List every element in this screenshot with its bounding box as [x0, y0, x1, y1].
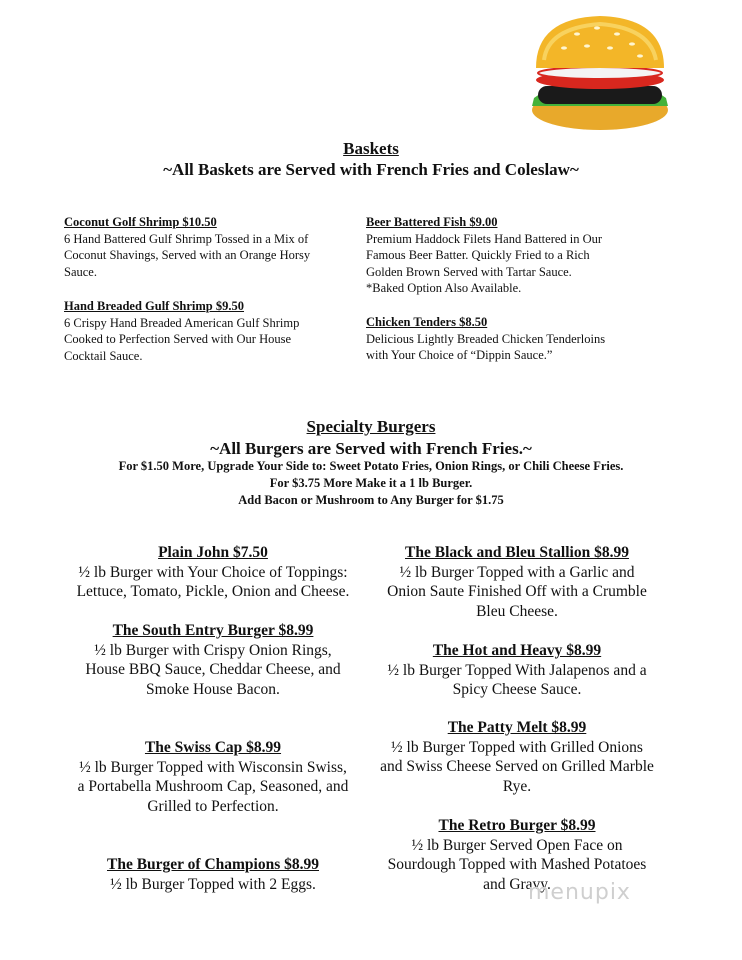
burgers-note: Add Bacon or Mushroom to Any Burger for $1.75: [238, 493, 504, 507]
item-title: Coconut Golf Shrimp $10.50: [64, 215, 217, 229]
item-desc-line: Rye.: [502, 777, 532, 795]
basket-item-hand-breaded-shrimp: [64, 298, 364, 364]
item-desc-line: Lettuce, Tomato, Pickle, Onion and Cheese.: [76, 583, 350, 600]
item-title: The South Entry Burger $8.99: [112, 622, 314, 639]
item-desc-line: ½ lb Burger Topped with Grilled Onions: [391, 738, 643, 756]
item-desc-line: ½ lb Burger Topped with 2 Eggs.: [110, 875, 316, 893]
item-desc-line: ½ lb Burger Topped with a Garlic and: [399, 563, 635, 581]
item-desc-line: Premium Haddock Filets Hand Battered in Our: [366, 231, 603, 246]
burgers-note: For $1.50 More, Upgrade Your Side to: Sweet Potato Fries, Onion Rings, or Chili Cheese Fries.: [118, 459, 624, 473]
item-desc-line: ½ lb Burger Topped with Wisconsin Swiss,: [79, 758, 347, 776]
burger-item-champions: [48, 855, 378, 894]
item-title: The Black and Bleu Stallion $8.99: [405, 544, 629, 561]
item-title: The Retro Burger $8.99: [438, 817, 596, 834]
item-title: Chicken Tenders $8.50: [366, 315, 488, 329]
item-desc-line: Coconut Shavings, Served with an Orange Horsy: [64, 248, 311, 262]
baskets-subtitle: ~All Baskets are Served with French Fries and Coleslaw~: [163, 160, 579, 179]
item-desc-line: a Portabella Mushroom Cap, Seasoned, and: [77, 778, 349, 795]
item-desc-line: Golden Brown Served with Tartar Sauce.: [366, 264, 572, 279]
watermark: menupix: [528, 880, 631, 905]
item-desc-line: Smoke House Bacon.: [146, 680, 280, 698]
burger-item-retro: [352, 816, 682, 894]
basket-item-chicken-tenders: [366, 314, 666, 364]
item-desc-line: Sourdough Topped with Mashed Potatoes: [387, 856, 647, 873]
baskets-title: Baskets: [343, 139, 399, 158]
item-desc-line: and Gravy.: [483, 875, 551, 893]
item-desc-line: Cocktail Sauce.: [64, 348, 143, 363]
item-desc-line: and Swiss Cheese Served on Grilled Marble: [380, 758, 654, 775]
item-title: The Burger of Champions $8.99: [107, 856, 319, 873]
burger-item-south-entry: [48, 621, 378, 699]
burgers-note: For $3.75 More Make it a 1 lb Burger.: [269, 476, 473, 490]
basket-item-beer-battered-fish: [366, 214, 666, 297]
item-title: The Patty Melt $8.99: [447, 719, 587, 736]
item-desc-line: House BBQ Sauce, Cheddar Cheese, and: [85, 661, 341, 678]
burger-item-swiss-cap: [48, 738, 378, 816]
item-title: Plain John $7.50: [158, 544, 268, 561]
item-desc-line: *Baked Option Also Available.: [366, 281, 522, 295]
item-desc-line: Sauce.: [64, 264, 97, 279]
item-desc-line: Famous Beer Batter. Quickly Fried to a Rich: [366, 248, 590, 262]
burger-item-black-bleu: [352, 543, 682, 621]
item-desc-line: Spicy Cheese Sauce.: [452, 681, 582, 698]
item-title: Beer Battered Fish $9.00: [366, 215, 498, 229]
item-title: The Swiss Cap $8.99: [144, 739, 282, 756]
burgers-subtitle: ~All Burgers are Served with French Fries.~: [210, 439, 532, 458]
item-desc-line: Cooked to Perfection Served with Our House: [64, 332, 292, 346]
burger-item-plain-john: [48, 543, 378, 602]
item-desc-line: Delicious Lightly Breaded Chicken Tenderloins: [366, 331, 606, 346]
item-desc-line: Grilled to Perfection.: [147, 797, 279, 815]
item-desc-line: Onion Saute Finished Off with a Crumble: [387, 583, 647, 600]
burger-item-patty-melt: [352, 718, 682, 796]
item-desc-line: 6 Hand Battered Gulf Shrimp Tossed in a Mix of: [64, 231, 309, 246]
burgers-title: Specialty Burgers: [306, 417, 436, 436]
item-desc-line: ½ lb Burger with Crispy Onion Rings,: [94, 641, 332, 659]
basket-item-coconut-shrimp: [64, 214, 364, 280]
item-desc-line: ½ lb Burger with Your Choice of Toppings:: [78, 563, 348, 581]
item-desc-line: ½ lb Burger Topped With Jalapenos and a: [387, 661, 647, 679]
item-title: The Hot and Heavy $8.99: [432, 642, 602, 659]
burger-item-hot-heavy: [352, 641, 682, 700]
item-title: Hand Breaded Gulf Shrimp $9.50: [64, 299, 245, 313]
item-desc-line: 6 Crispy Hand Breaded American Gulf Shrimp: [64, 315, 300, 330]
item-desc-line: with Your Choice of “Dippin Sauce.”: [366, 348, 553, 362]
item-desc-line: ½ lb Burger Served Open Face on: [411, 836, 623, 854]
item-desc-line: Bleu Cheese.: [476, 602, 558, 620]
hamburger-icon: [522, 10, 678, 140]
